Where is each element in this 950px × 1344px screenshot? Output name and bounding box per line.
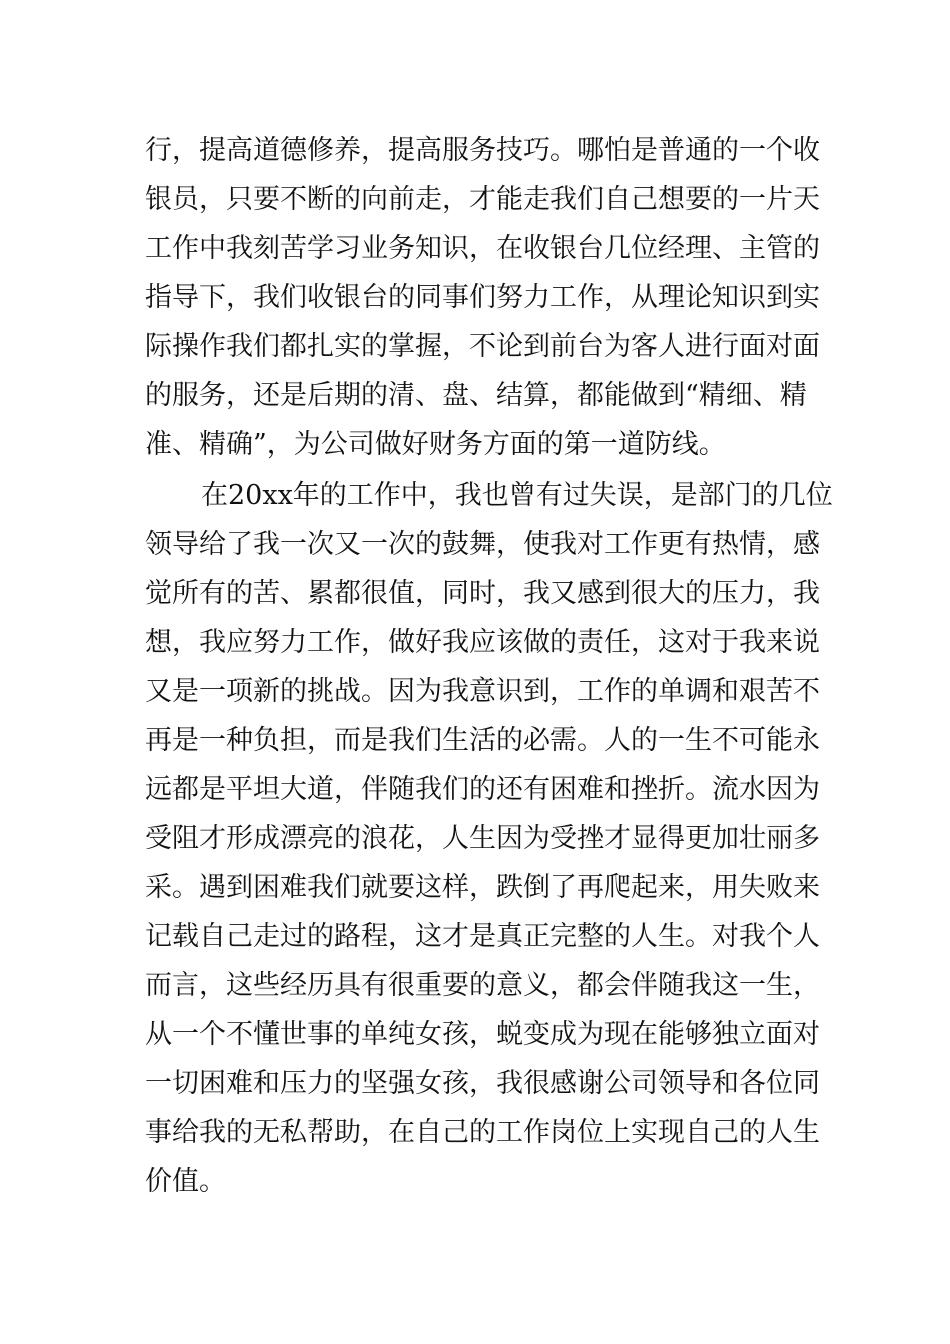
text-line: 行，提高道德修养，提高服务技巧。哪怕是普通的一个收 <box>145 135 820 166</box>
text-line: 想，我应努力工作，做好我应该做的责任，这对于我来说 <box>145 627 820 658</box>
text-line: 事给我的无私帮助，在自己的工作岗位上实现自己的人生 <box>145 1117 820 1148</box>
text-line: 准、精确”，为公司做好财务方面的第一道防线。 <box>145 429 726 460</box>
text-line: 记载自己走过的路程，这才是真正完整的人生。对我个人 <box>145 921 820 952</box>
text-line: 领导给了我一次又一次的鼓舞，使我对工作更有热情，感 <box>145 529 820 560</box>
text-line: 又是一项新的挑战。因为我意识到，工作的单调和艰苦不 <box>145 676 820 707</box>
text-line: 再是一种负担，而是我们生活的必需。人的一生不可能永 <box>145 725 820 756</box>
paragraph-first-line: 在20xx年的工作中，我也曾有过失误，是部门的几位 <box>201 480 833 511</box>
text-line: 银员，只要不断的向前走，才能走我们自己想要的一片天 <box>145 184 820 215</box>
text-line: 受阻才形成漂亮的浪花，人生因为受挫才显得更加壮丽多 <box>145 823 820 854</box>
text-line: 觉所有的苦、累都很值，同时，我又感到很大的压力，我 <box>145 578 820 609</box>
text-line: 际操作我们都扎实的掌握，不论到前台为客人进行面对面 <box>145 331 820 362</box>
text-line: 远都是平坦大道，伴随我们的还有困难和挫折。流水因为 <box>145 774 820 805</box>
text-line: 的服务，还是后期的清、盘、结算，都能做到“精细、精 <box>145 380 807 411</box>
text-line: 一切困难和压力的坚强女孩，我很感谢公司领导和各位同 <box>145 1068 820 1099</box>
text-line: 指导下，我们收银台的同事们努力工作，从理论知识到实 <box>145 282 820 313</box>
text-line: 价值。 <box>145 1166 226 1197</box>
text-line: 采。遇到困难我们就要这样，跌倒了再爬起来，用失败来 <box>145 872 820 903</box>
text-line: 工作中我刻苦学习业务知识，在收银台几位经理、主管的 <box>145 233 820 264</box>
text-line: 而言，这些经历具有很重要的意义，都会伴随我这一生， <box>145 970 820 1001</box>
text-line: 从一个不懂世事的单纯女孩，蜕变成为现在能够独立面对 <box>145 1019 820 1050</box>
